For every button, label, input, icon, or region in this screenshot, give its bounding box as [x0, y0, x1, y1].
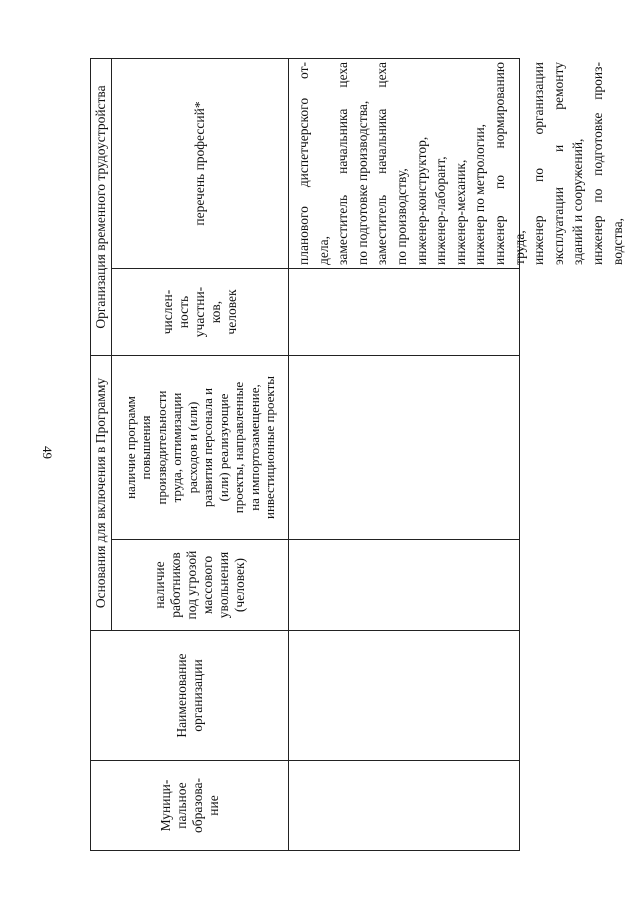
profession-line: инженер по метрологии, — [472, 123, 488, 265]
header-workers-threat: наличие работников под угрозой массового увольнения (человек) — [152, 550, 247, 620]
professions-list-cell — [294, 62, 627, 265]
profession-line: дела, — [315, 236, 331, 265]
header-grounds-group: Основания для включения в Программу — [93, 377, 108, 609]
profession-line: по подготовке производства, — [354, 100, 370, 265]
profession-line: инженер по подготовке произ- — [589, 62, 605, 265]
professions-table — [90, 58, 625, 851]
profession-line: планового диспетчерского от- — [296, 62, 311, 265]
profession-line: инженер-механик, — [452, 159, 468, 265]
profession-line: инженер по организации — [531, 62, 547, 265]
profession-line: эксплуатации и ремонту — [550, 62, 566, 265]
profession-line: заместитель начальника цеха — [374, 62, 390, 265]
profession-line: инженер-конструктор, — [413, 136, 429, 265]
header-temp-employment-group: Организация временного трудоустройства — [93, 85, 108, 329]
header-programs: наличие программ повышения производительности труда, оптимизации расходов и (или) развития персонала и (или) реализующие проекты, направленные на импортозамещение, инвестиционные проекты — [122, 376, 277, 520]
profession-line: заместитель начальника цеха — [335, 62, 351, 265]
page-number: 49 — [40, 446, 55, 459]
header-professions-list: перечень профессий* — [192, 101, 207, 226]
header-municipality: Муници- пальное образова- ние — [157, 777, 221, 834]
profession-line: труда, — [511, 230, 527, 265]
profession-line: инженер-лаборант, — [433, 156, 449, 265]
table-border-left — [90, 850, 520, 851]
header-participants-count: числен- ность участни- ков, человек — [160, 286, 239, 338]
profession-line: зданий и сооружений, — [570, 138, 586, 265]
header-organization-name: Наименование организации — [173, 653, 205, 738]
profession-line: по производству, — [393, 168, 409, 265]
header-bottom-rule — [288, 58, 289, 851]
profession-line: инженер по нормированию — [491, 62, 507, 265]
profession-line: водства, — [609, 218, 625, 265]
